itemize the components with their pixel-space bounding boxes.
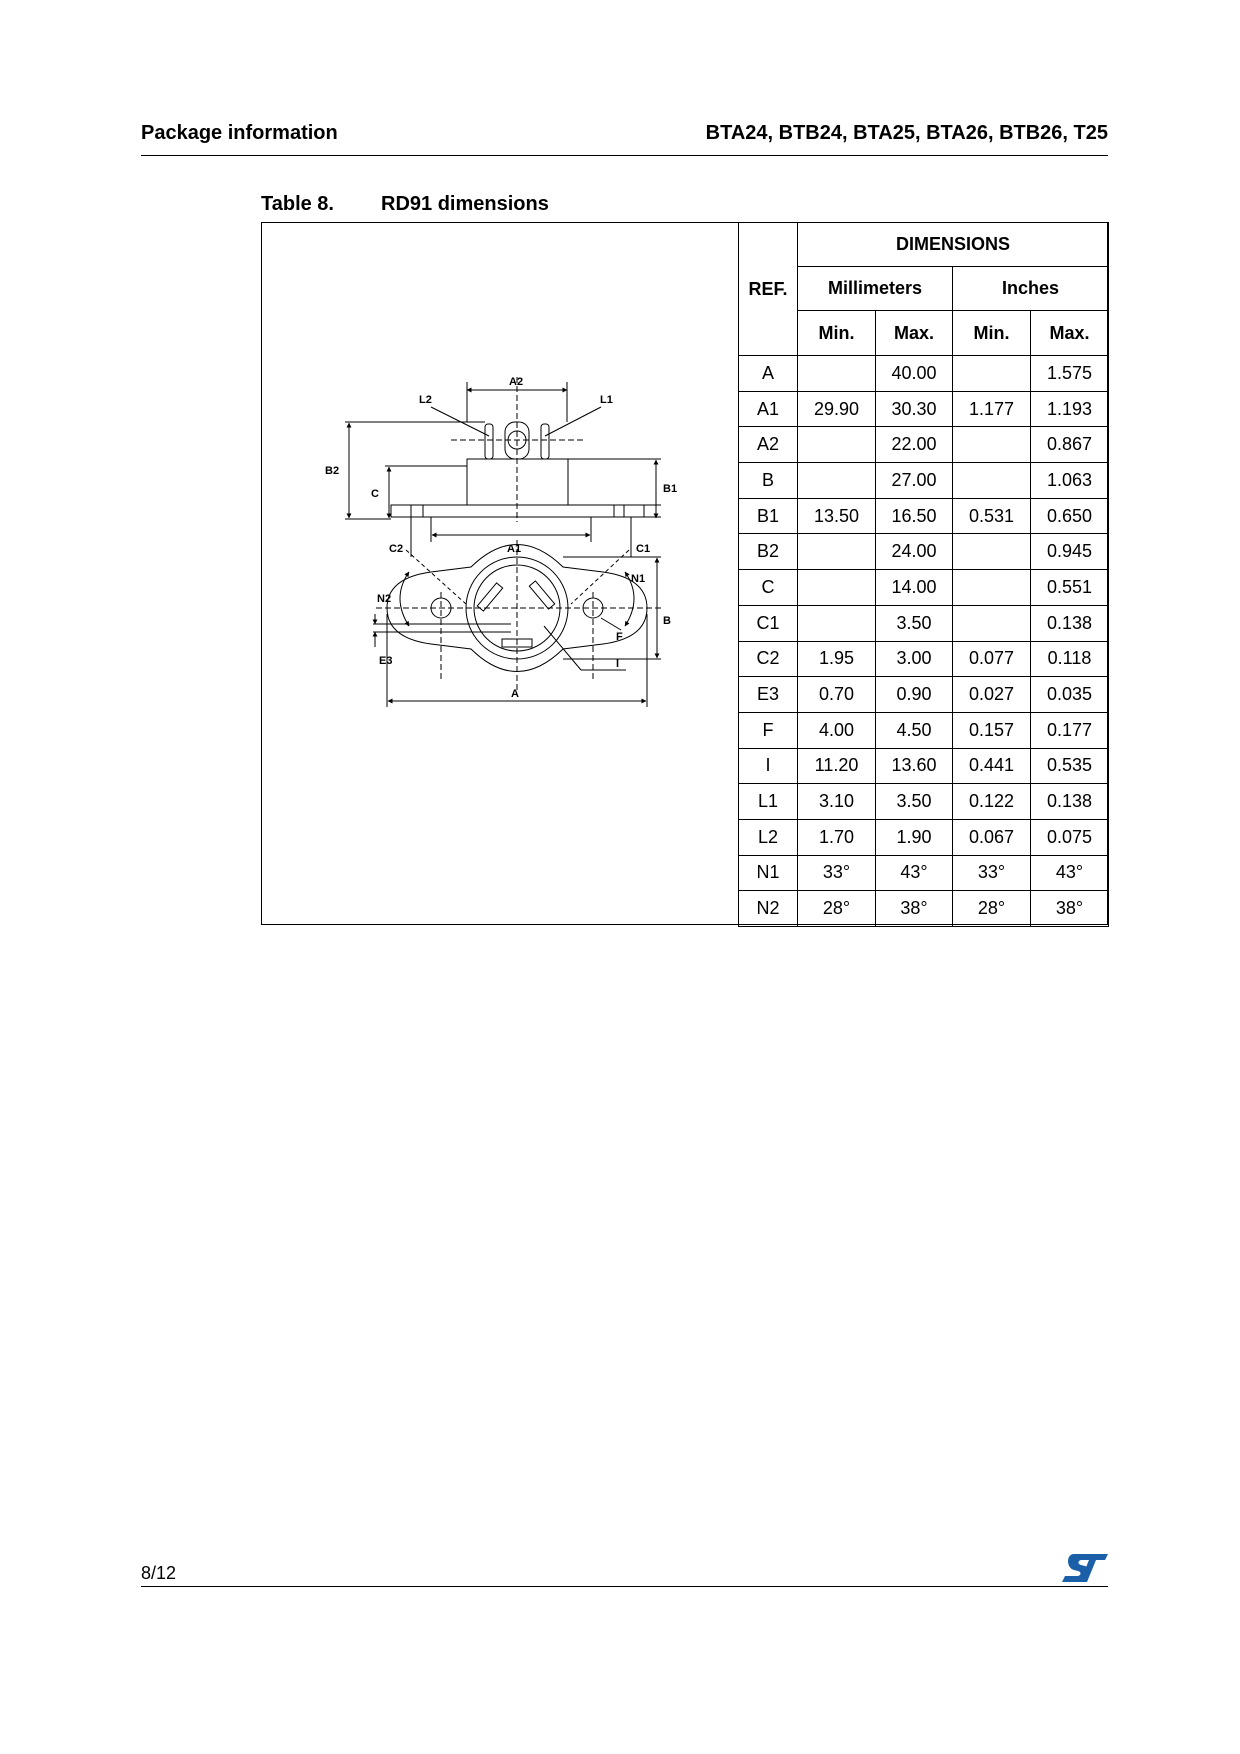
label-a: A [511, 688, 519, 700]
label-n2: N2 [377, 593, 392, 605]
cell-in-max: 1.063 [1031, 463, 1109, 499]
cell-ref: E3 [739, 677, 798, 713]
table-row [739, 605, 1109, 641]
cell-ref: N2 [739, 891, 798, 927]
cell-in-min [953, 570, 1031, 606]
label-c: C [371, 488, 379, 500]
cell-mm-min [798, 534, 876, 570]
cell-mm-max: 4.50 [876, 712, 953, 748]
table-row [739, 855, 1109, 891]
label-n1: N1 [631, 573, 646, 585]
dimensions-body [739, 356, 1109, 927]
package-drawing [261, 222, 738, 925]
cell-in-min: 33° [953, 855, 1031, 891]
in-min-header: Min. [953, 311, 1031, 356]
label-a1: A1 [507, 543, 522, 555]
cell-in-max: 0.867 [1031, 427, 1109, 463]
cell-mm-min: 28° [798, 891, 876, 927]
cell-ref: N1 [739, 855, 798, 891]
label-b1: B1 [663, 483, 678, 495]
table-row [739, 356, 1109, 392]
cell-mm-min: 29.90 [798, 391, 876, 427]
cell-in-max: 0.075 [1031, 819, 1109, 855]
cell-mm-max: 1.90 [876, 819, 953, 855]
ref-header: REF. [739, 223, 798, 356]
cell-ref: B [739, 463, 798, 499]
cell-ref: F [739, 712, 798, 748]
header-rule [141, 155, 1108, 156]
mm-max-header: Max. [876, 311, 953, 356]
cell-mm-max: 3.50 [876, 784, 953, 820]
label-e3: E3 [379, 655, 393, 667]
dimensions-header: DIMENSIONS [798, 223, 1109, 267]
cell-in-max: 0.945 [1031, 534, 1109, 570]
cell-in-max: 0.118 [1031, 641, 1109, 677]
cell-in-min: 0.077 [953, 641, 1031, 677]
cell-in-min [953, 427, 1031, 463]
section-title: Package information [141, 122, 338, 144]
st-logo-icon [1060, 1552, 1110, 1584]
cell-mm-max: 16.50 [876, 498, 953, 534]
page-number: 8/12 [141, 1563, 177, 1583]
table-row [739, 534, 1109, 570]
cell-in-max: 43° [1031, 855, 1109, 891]
cell-in-min: 1.177 [953, 391, 1031, 427]
table-row [739, 677, 1109, 713]
label-f: F [616, 631, 623, 643]
cell-ref: B1 [739, 498, 798, 534]
cell-ref: L1 [739, 784, 798, 820]
dimensions-table [738, 222, 1109, 927]
cell-in-max: 0.138 [1031, 784, 1109, 820]
cell-mm-min: 3.10 [798, 784, 876, 820]
cell-in-max: 1.193 [1031, 391, 1109, 427]
cell-ref: A1 [739, 391, 798, 427]
cell-ref: C [739, 570, 798, 606]
cell-in-min [953, 356, 1031, 392]
cell-mm-max: 0.90 [876, 677, 953, 713]
label-l2: L2 [419, 394, 432, 406]
label-l1: L1 [600, 394, 613, 406]
cell-in-max: 38° [1031, 891, 1109, 927]
inches-header: Inches [953, 267, 1109, 311]
cell-mm-max: 38° [876, 891, 953, 927]
label-i: I [616, 658, 620, 670]
table-number: Table 8. [261, 193, 334, 215]
cell-in-max: 0.177 [1031, 712, 1109, 748]
cell-mm-max: 24.00 [876, 534, 953, 570]
cell-mm-min: 4.00 [798, 712, 876, 748]
cell-mm-max: 30.30 [876, 391, 953, 427]
footer-rule [141, 1586, 1108, 1587]
cell-mm-max: 14.00 [876, 570, 953, 606]
table-row [739, 641, 1109, 677]
cell-mm-min [798, 570, 876, 606]
cell-in-min: 0.067 [953, 819, 1031, 855]
cell-mm-max: 13.60 [876, 748, 953, 784]
device-list: BTA24, BTB24, BTA25, BTA26, BTB26, T25 [705, 122, 1108, 144]
label-b2: B2 [325, 465, 340, 477]
table-title: RD91 dimensions [381, 193, 549, 215]
cell-mm-min: 13.50 [798, 498, 876, 534]
cell-ref: B2 [739, 534, 798, 570]
cell-in-min: 0.027 [953, 677, 1031, 713]
cell-mm-min [798, 463, 876, 499]
cell-in-min: 0.122 [953, 784, 1031, 820]
cell-mm-min: 1.95 [798, 641, 876, 677]
label-c1: C1 [636, 543, 651, 555]
table-caption [261, 193, 549, 216]
label-c2: C2 [389, 543, 404, 555]
table-row [739, 784, 1109, 820]
cell-mm-min: 0.70 [798, 677, 876, 713]
cell-ref: A [739, 356, 798, 392]
cell-in-max: 0.551 [1031, 570, 1109, 606]
cell-in-max: 0.035 [1031, 677, 1109, 713]
cell-mm-min: 33° [798, 855, 876, 891]
cell-mm-max: 40.00 [876, 356, 953, 392]
cell-in-max: 1.575 [1031, 356, 1109, 392]
cell-in-max: 0.138 [1031, 605, 1109, 641]
cell-mm-max: 27.00 [876, 463, 953, 499]
cell-mm-max: 3.50 [876, 605, 953, 641]
table-row [739, 570, 1109, 606]
cell-ref: A2 [739, 427, 798, 463]
millimeters-header: Millimeters [798, 267, 953, 311]
cell-mm-max: 22.00 [876, 427, 953, 463]
cell-mm-min [798, 427, 876, 463]
cell-mm-min: 1.70 [798, 819, 876, 855]
table-row [739, 748, 1109, 784]
table-row [739, 498, 1109, 534]
label-b: B [663, 615, 671, 627]
table-row [739, 891, 1109, 927]
cell-in-min: 0.441 [953, 748, 1031, 784]
cell-ref: C1 [739, 605, 798, 641]
cell-mm-min [798, 605, 876, 641]
cell-in-min: 0.157 [953, 712, 1031, 748]
table-row [739, 819, 1109, 855]
table-row [739, 427, 1109, 463]
cell-in-min [953, 463, 1031, 499]
cell-mm-max: 3.00 [876, 641, 953, 677]
cell-in-min: 0.531 [953, 498, 1031, 534]
cell-in-min [953, 534, 1031, 570]
cell-in-min [953, 605, 1031, 641]
table-row [739, 712, 1109, 748]
in-max-header: Max. [1031, 311, 1109, 356]
cell-mm-min [798, 356, 876, 392]
mm-min-header: Min. [798, 311, 876, 356]
cell-ref: L2 [739, 819, 798, 855]
cell-mm-min: 11.20 [798, 748, 876, 784]
label-a2: A2 [509, 376, 524, 388]
cell-mm-max: 43° [876, 855, 953, 891]
cell-ref: C2 [739, 641, 798, 677]
table-row [739, 391, 1109, 427]
cell-ref: I [739, 748, 798, 784]
cell-in-min: 28° [953, 891, 1031, 927]
cell-in-max: 0.535 [1031, 748, 1109, 784]
table-row [739, 463, 1109, 499]
cell-in-max: 0.650 [1031, 498, 1109, 534]
